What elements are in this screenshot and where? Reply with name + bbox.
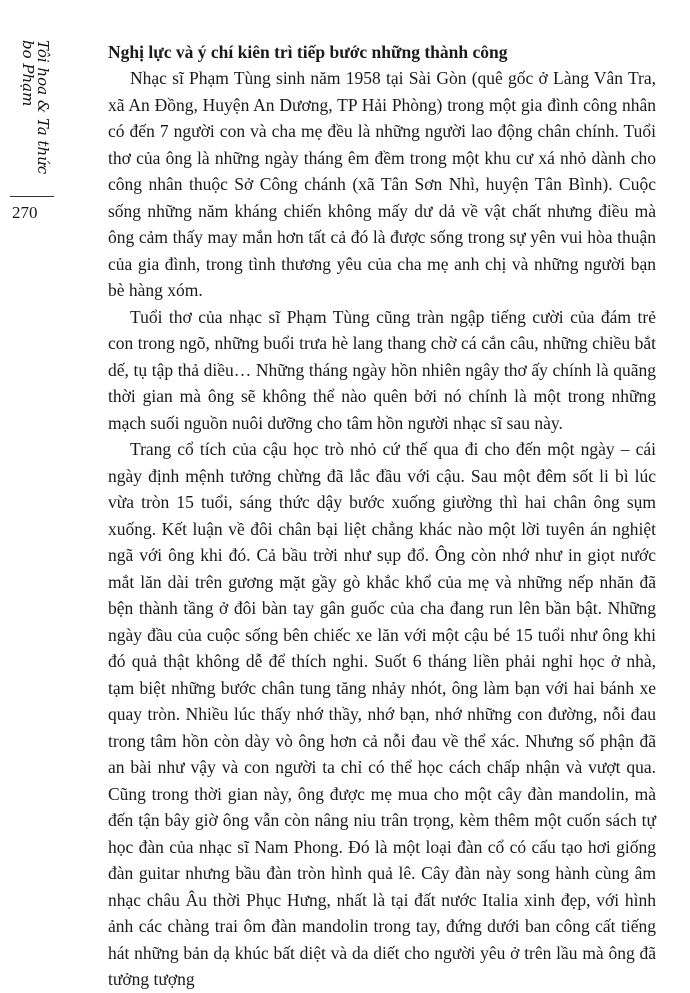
page-margin <box>8 40 58 223</box>
paragraph-1: Nhạc sĩ Phạm Tùng sinh năm 1958 tại Sài Gòn (quê gốc ở Làng Vân Tra, xã An Đồng, Huyện An Dương, TP Hải Phòng) trong một gia đình công nhân có đến 7 người con và cha mẹ đều là những người lao động chân chính. Tuổi thơ của ông là những ngày tháng êm đềm trong một khu cư xá nhỏ dành cho công nhân thuộc Sở Công chánh (xã Tân Sơn Nhì, huyện Tân Bình). Cuộc sống những năm kháng chiến không mấy dư dả về vật chất nhưng điều mà ông cảm thấy may mắn hơn tất cả đó là được sống trong sự yên vui hòa thuận của gia đình, trong tình thương yêu của cha mẹ anh chị và những người bạn bè hàng xóm. <box>108 68 656 300</box>
book-title-signature: Tôi hoa & Ta thức bo Phạm <box>19 40 52 175</box>
article-body <box>108 39 656 993</box>
margin-divider <box>10 196 54 197</box>
page-number: 270 <box>12 203 38 222</box>
section-heading: Nghị lực và ý chí kiên trì tiếp bước những thành công <box>108 42 508 62</box>
paragraph-2: Tuổi thơ của nhạc sĩ Phạm Tùng cũng tràn ngập tiếng cười của đám trẻ con trong ngõ, những buổi trưa hè lang thang chờ cá cắn câu, những chiều bắt dế, tụ tập thả diều… Những tháng ngày hồn nhiên ngây thơ ấy chính là quãng thời gian mà ông sẽ không thể nào quên bởi nó chính là một trong những mạch suối nguồn nuôi dưỡng cho tâm hồn người nhạc sĩ sau này. <box>108 306 656 433</box>
paragraph-3: Trang cổ tích của cậu học trò nhỏ cứ thế qua đi cho đến một ngày – cái ngày định mệnh tưởng chừng đã lắc đầu với cậu. Sau một đêm sốt li bì lúc vừa tròn 15 tuổi, sáng thức dậy bước xuống giường thì hai chân ông sụm xuống. Kết luận về đôi chân bại liệt chẳng khác nào một lời tuyên án nghiệt ngã với ông khi đó. Cả bầu trời như sụp đổ. Ông còn nhớ như in giọt nước mắt lăn dài trên gương mặt gầy gò khắc khổ của mẹ và những nếp nhăn đã bện thành tầng ở đôi bàn tay gân guốc của cha đang run lên bần bật. Những ngày đầu của cuộc sống bên chiếc xe lăn với một cậu bé 15 tuổi như ông khi đó quả thật không dễ để thích nghi. Suốt 6 tháng liền phải nghỉ học ở nhà, tạm biệt những bước chân tung tăng nhảy nhót, ông làm bạn với hai bánh xe quay tròn. Nhiều lúc thấy nhớ thầy, nhớ bạn, nhớ những con đường, nỗi đau trong tâm hồn còn dày vò ông hơn cả nỗi đau về thể xác. Nhưng số phận đã an bài như vậy và con người ta chỉ có thể học cách chấp nhận và vượt qua. Cũng trong thời gian này, ông được mẹ mua cho một cây đàn mandolin, mà đến tận bây giờ ông vẫn còn nâng niu trân trọng, kèm thêm một cuốn sách tự học đàn của nhạc sĩ Nam Phong. Đó là một loại đàn cổ có cấu tạo hơi giống đàn guitar nhưng bầu đàn tròn hình quả lê. Cây đàn này song hành cùng âm nhạc châu Âu thời Phục Hưng, nhất là tại đất nước Italia xinh đẹp, với hình ảnh các chàng trai ôm đàn mandolin trong tay, đứng dưới ban công cất tiếng hát những bản dạ khúc bất diệt và da diết cho người yêu ở trên lầu mà ông đã tưởng tượng <box>108 439 656 989</box>
